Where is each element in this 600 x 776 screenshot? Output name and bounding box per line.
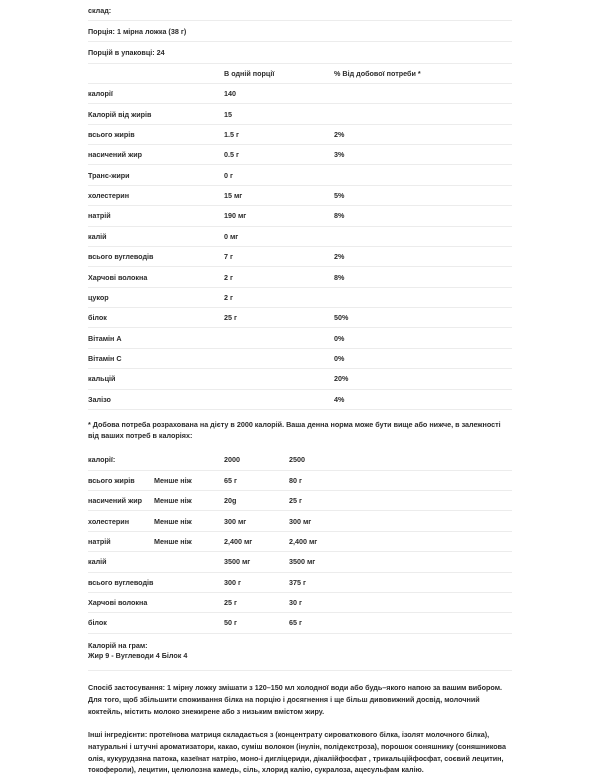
table-row [88,104,512,124]
table-row [88,328,512,348]
servings-per-container-row [88,42,512,63]
nutrient-daily-value: 20% [334,369,512,389]
dv-row-less-than: Менше ніж [154,470,224,490]
table-row [88,389,512,409]
nutrient-daily-value: 8% [334,267,512,287]
dv-row-value-2000: 50 г [224,613,289,633]
dv-row-label: холестерин [88,511,154,531]
table-row [88,226,512,246]
nutrient-label: калій [88,226,224,246]
dv-row-value-2000: 20g [224,491,289,511]
nutrient-daily-value [334,165,512,185]
nutrient-daily-value [334,104,512,124]
nutrient-daily-value: 4% [334,389,512,409]
table-row [88,267,512,287]
dv-row-value-2500: 3500 мг [289,552,512,572]
dv-row-label: всього вуглеводів [88,572,154,592]
daily-values-header-row [88,450,512,470]
table-row [88,83,512,103]
table-row [88,369,512,389]
dv-row-value-2500: 2,400 мг [289,531,512,551]
column-header-amount: В одній порції [224,64,334,84]
nutrient-label: Вітамін C [88,348,224,368]
nutrient-label: Харчові волокна [88,267,224,287]
nutrient-amount: 7 г [224,246,334,266]
nutrient-amount: 0.5 г [224,145,334,165]
usage-instructions-paragraph: Спосіб застосування: 1 мірну ложку змішати з 120–150 мл холодної води або будь–якого напою за вашим вибором. Для того, щоб збільшити споживання білка на порцію і досягнення і ще більш дивовижний досвід, молочний коктейль, містить молоко знежирене або з низьким вмістом жиру. [88,683,503,716]
nutrient-amount: 1.5 г [224,124,334,144]
column-header-nutrient [88,64,224,84]
dv-row-less-than [154,613,224,633]
dv-row-value-2000: 300 мг [224,511,289,531]
nutrient-amount [224,389,334,409]
dv-column-header-label: калорії: [88,450,154,470]
dv-row-label: насичений жир [88,491,154,511]
table-row [88,491,512,511]
nutrient-daily-value [334,83,512,103]
serving-size-label: Порція: 1 мірна ложка (38 г) [88,21,512,42]
dv-row-value-2000: 300 г [224,572,289,592]
dv-row-value-2500: 300 мг [289,511,512,531]
dv-row-label: Харчові волокна [88,592,154,612]
nutrient-label: кальцій [88,369,224,389]
calories-per-gram-title: Калорій на грам: [88,640,148,650]
serving-info-table [88,0,512,64]
dv-row-less-than [154,592,224,612]
table-row [88,287,512,307]
nutrient-amount: 2 г [224,287,334,307]
dv-row-label: калій [88,552,154,572]
table-row [88,246,512,266]
dv-column-header-2000: 2000 [224,450,289,470]
nutrient-amount: 15 мг [224,185,334,205]
nutrient-amount [224,369,334,389]
table-row [88,308,512,328]
nutrient-amount: 140 [224,83,334,103]
dv-row-less-than: Менше ніж [154,511,224,531]
column-header-daily-value: % Від добової потреби * [334,64,512,84]
nutrient-daily-value: 50% [334,308,512,328]
nutrient-label: холестерин [88,185,224,205]
nutrient-amount: 190 мг [224,206,334,226]
nutrient-label: білок [88,308,224,328]
table-row [88,145,512,165]
dv-row-value-2500: 65 г [289,613,512,633]
nutrient-label: натрій [88,206,224,226]
dv-row-less-than [154,572,224,592]
table-row [88,572,512,592]
dv-column-header-less-than [154,450,224,470]
nutrient-label: насичений жир [88,145,224,165]
calories-per-gram-block [88,634,512,672]
dv-row-less-than: Менше ніж [154,531,224,551]
nutrient-label: Транс-жири [88,165,224,185]
dv-row-value-2000: 2,400 мг [224,531,289,551]
nutrient-daily-value: 8% [334,206,512,226]
dv-row-label: натрій [88,531,154,551]
table-row [88,531,512,551]
dv-row-less-than: Менше ніж [154,491,224,511]
nutrient-amount [224,328,334,348]
nutrient-daily-value: 2% [334,124,512,144]
table-row [88,470,512,490]
nutrient-label: Залізо [88,389,224,409]
nutrient-amount: 0 г [224,165,334,185]
nutrient-label: всього жирів [88,124,224,144]
nutrient-label: калорії [88,83,224,103]
nutrient-daily-value: 3% [334,145,512,165]
table-row [88,592,512,612]
dv-row-less-than [154,552,224,572]
table-row [88,185,512,205]
table-row [88,613,512,633]
nutrient-amount: 0 мг [224,226,334,246]
nutrient-amount: 2 г [224,267,334,287]
nutrition-table [88,64,512,410]
table-row [88,165,512,185]
nutrient-amount: 15 [224,104,334,124]
daily-value-footnote: * Добова потреба розрахована на дієту в 2000 калорій. Ваша денна норма може бути вище або нижче, в залежності від ваших потреб в калоріях: [88,419,501,441]
nutrient-amount: 25 г [224,308,334,328]
table-row [88,552,512,572]
nutrient-daily-value [334,226,512,246]
nutrient-label: всього вуглеводів [88,246,224,266]
dv-row-value-2500: 30 г [289,592,512,612]
serving-size-row [88,21,512,42]
nutrition-table-header-row [88,64,512,84]
nutrient-daily-value: 2% [334,246,512,266]
nutrient-label: цукор [88,287,224,307]
nutrient-amount [224,348,334,368]
ingredients-paragraph: Інші інгредієнти: протеїнова матриця складається з (концентрату сироваткового білка, ізолят молочного білка), натуральні і штучні ароматизатори, какао, суміш волокон (інулін, полідекстроза), порошок соняшнику (соняшникова олія, кукурудзяна патока, казеїнат натрію, моно-і дигліцериди, дікалійфосфат , трикальційфосфат, соєвий лецитин, токофероли), лецитин, целюлозна камедь, сіль, хлорид калію, сукралоза, ацесульфам калію. [88,730,506,775]
nutrient-daily-value: 5% [334,185,512,205]
dv-row-label: всього жирів [88,470,154,490]
dv-column-header-2500: 2500 [289,450,512,470]
composition-row [88,0,512,21]
nutrient-label: Калорій від жирів [88,104,224,124]
calories-per-gram-values: Жир 9 - Вуглеводи 4 Білок 4 [88,651,188,661]
table-row [88,124,512,144]
table-row [88,206,512,226]
dv-row-value-2500: 375 г [289,572,512,592]
nutrient-daily-value: 0% [334,328,512,348]
nutrient-daily-value [334,287,512,307]
daily-values-table [88,450,512,633]
dv-row-value-2000: 65 г [224,470,289,490]
dv-row-value-2500: 25 г [289,491,512,511]
dv-row-value-2000: 3500 мг [224,552,289,572]
nutrient-label: Вітамін A [88,328,224,348]
servings-per-container-label: Порцій в упаковці: 24 [88,42,512,63]
table-row [88,348,512,368]
table-row [88,511,512,531]
composition-label: склад: [88,0,512,21]
dv-row-value-2500: 80 г [289,470,512,490]
dv-row-value-2000: 25 г [224,592,289,612]
nutrient-daily-value: 0% [334,348,512,368]
dv-row-label: білок [88,613,154,633]
